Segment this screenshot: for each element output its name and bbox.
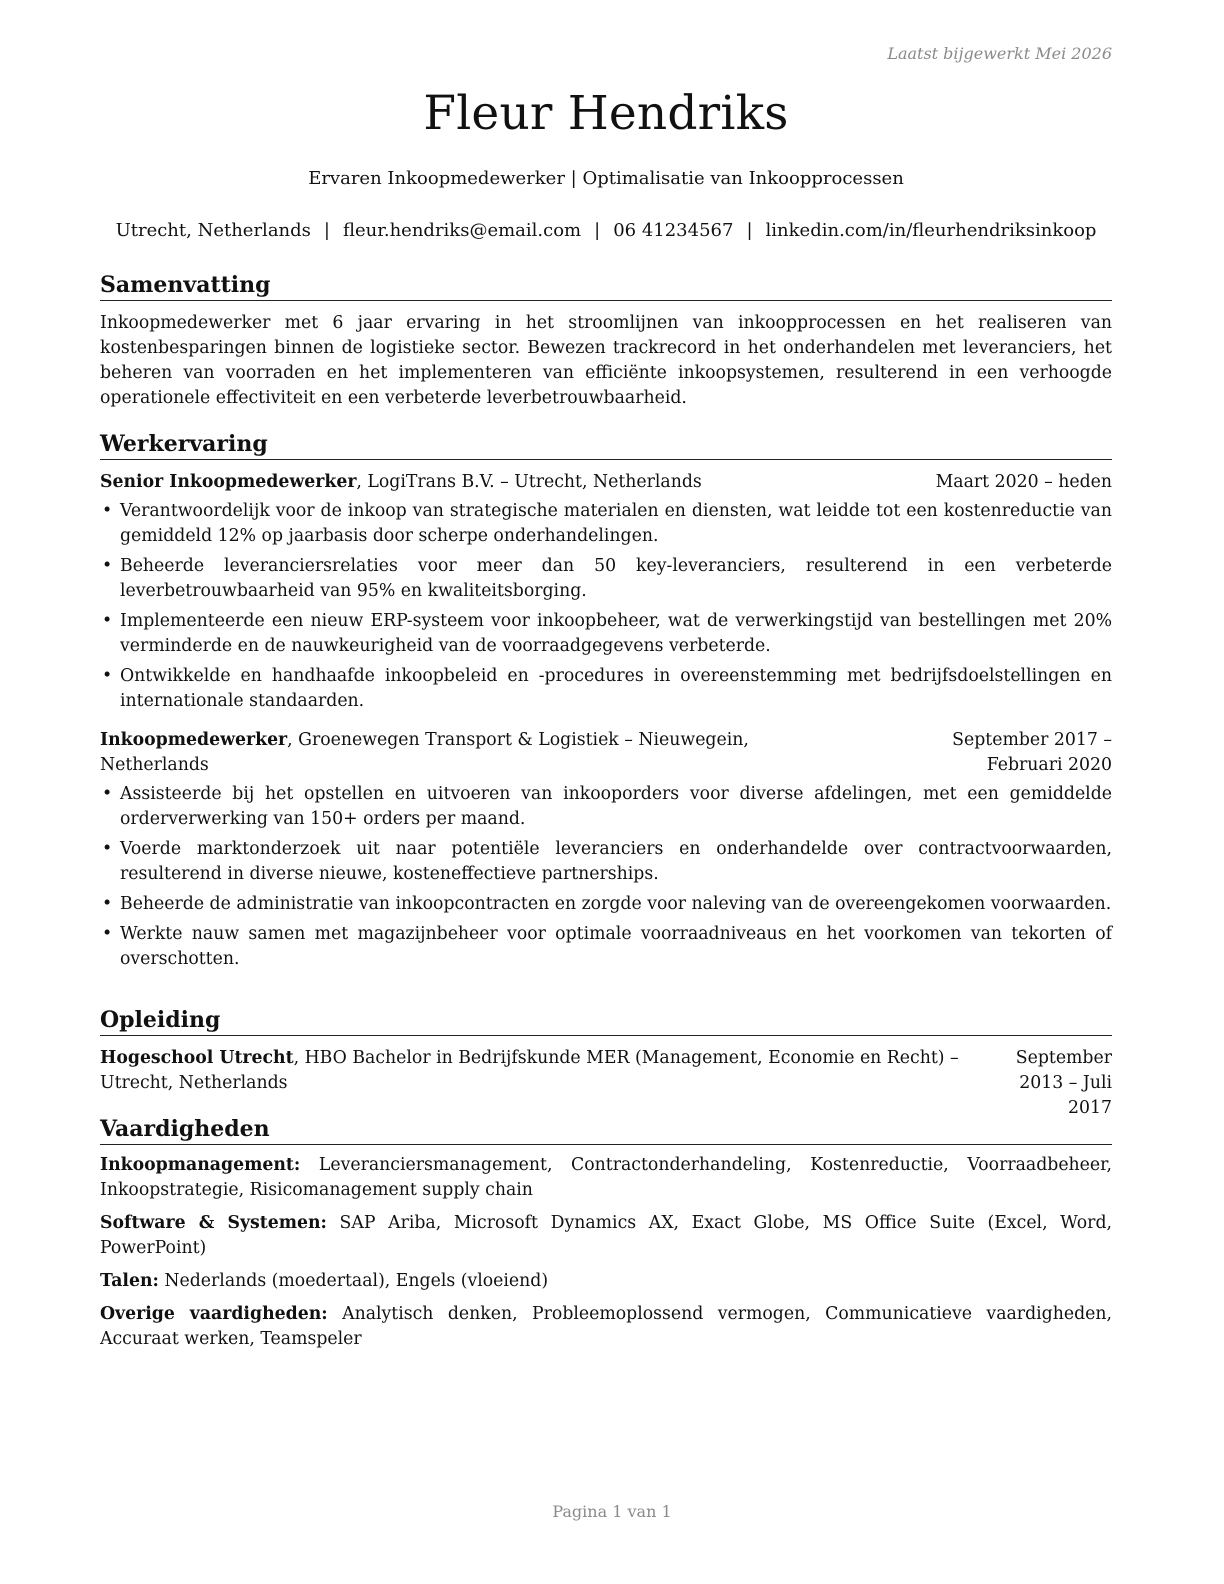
skill-line bbox=[100, 1153, 1112, 1203]
contact-separator: | bbox=[746, 220, 753, 241]
education-degree: , HBO Bachelor in Bedrijfskunde MER (Management, Economie en Recht) – Utrecht, Netherlands bbox=[100, 1048, 959, 1093]
skill-value: SAP Ariba, Microsoft Dynamics AX, Exact Globe, MS Office Suite (Excel, Word, PowerPoint) bbox=[100, 1213, 1112, 1258]
bullet-text: Assisteerde bij het opstellen en uitvoeren van inkooporders voor diverse afdelingen, met een gemiddelde orderverwerking van 150+ orders per maand. bbox=[120, 784, 1112, 829]
skill-line bbox=[100, 1211, 1112, 1261]
education-section bbox=[100, 1007, 1112, 1121]
bullet-icon: • bbox=[102, 611, 113, 631]
list-item bbox=[100, 837, 1112, 887]
last-updated-note: Laatst bijgewerkt Mei 2026 bbox=[887, 44, 1112, 63]
list-item bbox=[100, 922, 1112, 972]
job-entry bbox=[100, 728, 1112, 972]
list-item bbox=[100, 892, 1112, 917]
skill-value: Nederlands (moedertaal), Engels (vloeiend) bbox=[158, 1271, 549, 1291]
bullet-text: Beheerde de administratie van inkoopcontracten en zorgde voor naleving van de overeengekomen voorwaarden. bbox=[120, 894, 1112, 914]
bullet-text: Verantwoordelijk voor de inkoop van strategische materialen en diensten, wat leidde tot een kostenreductie van gemiddeld 12% op jaarbasis door scherpe onderhandelingen. bbox=[120, 501, 1112, 546]
bullet-icon: • bbox=[102, 556, 113, 576]
contact-separator: | bbox=[323, 220, 330, 241]
job-dates: September 2017 – Februari 2020 bbox=[952, 730, 1112, 775]
page-footer: Pagina 1 van 1 bbox=[552, 1502, 672, 1521]
skills-section bbox=[100, 1116, 1112, 1352]
education-school: Hogeschool Utrecht bbox=[100, 1048, 294, 1068]
bullet-icon: • bbox=[102, 924, 113, 944]
candidate-headline: Ervaren Inkoopmedewerker | Optimalisatie van Inkoopprocessen bbox=[308, 168, 904, 189]
section-title-education: Opleiding bbox=[100, 1007, 1112, 1036]
contact-line bbox=[100, 220, 1112, 241]
section-title-summary: Samenvatting bbox=[100, 272, 1112, 301]
job-entry bbox=[100, 470, 1112, 714]
job-role: Inkoopmedewerker bbox=[100, 730, 288, 750]
summary-text: Inkoopmedewerker met 6 jaar ervaring in het stroomlijnen van inkoopprocessen en het realiseren van kostenbesparingen binnen de logistieke sector. Bewezen trackrecord in het onderhandelen met leveranciers, het beheren van voorraden en het implementeren van efficiënte inkoopsystemen, resulterend in een verhoogde operationele effectiviteit en een verbeterde leverbetrouwbaarheid. bbox=[100, 313, 1112, 408]
contact-location: Utrecht, Netherlands bbox=[115, 220, 311, 241]
candidate-name: Fleur Hendriks bbox=[423, 86, 789, 141]
section-title-skills: Vaardigheden bbox=[100, 1116, 1112, 1145]
skill-value: Analytisch denken, Probleemoplossend vermogen, Communicatieve vaardigheden, Accuraat werken, Teamspeler bbox=[100, 1304, 1112, 1349]
skill-label: Software & Systemen: bbox=[100, 1213, 327, 1233]
job-company: , Groenewegen Transport & Logistiek – Nieuwegein, Netherlands bbox=[100, 730, 749, 775]
job-dates: Maart 2020 – heden bbox=[935, 472, 1112, 492]
skill-line bbox=[100, 1269, 1112, 1294]
job-bullets bbox=[100, 499, 1112, 714]
education-dates: September 2013 – Juli 2017 bbox=[1015, 1048, 1112, 1118]
list-item bbox=[100, 554, 1112, 604]
list-item bbox=[100, 609, 1112, 659]
section-title-experience: Werkervaring bbox=[100, 431, 1112, 460]
bullet-icon: • bbox=[102, 501, 113, 521]
skill-label: Talen: bbox=[100, 1271, 159, 1291]
bullet-text: Werkte nauw samen met magazijnbeheer voor optimale voorraadniveaus en het voorkomen van tekorten of overschotten. bbox=[120, 924, 1112, 969]
skill-line bbox=[100, 1302, 1112, 1352]
contact-email[interactable]: fleur.hendriks@email.com bbox=[342, 220, 582, 241]
job-bullets bbox=[100, 782, 1112, 972]
job-header bbox=[100, 470, 1112, 495]
bullet-text: Ontwikkelde en handhaafde inkoopbeleid en -procedures in overeenstemming met bedrijfsdoelstellingen en internationale standaarden. bbox=[120, 666, 1112, 711]
job-company: , LogiTrans B.V. – Utrecht, Netherlands bbox=[356, 472, 702, 492]
list-item bbox=[100, 664, 1112, 714]
skill-label: Overige vaardigheden: bbox=[100, 1304, 328, 1324]
contact-phone: 06 41234567 bbox=[613, 220, 734, 241]
job-title-line bbox=[100, 470, 936, 495]
job-role: Senior Inkoopmedewerker bbox=[100, 472, 357, 492]
list-item bbox=[100, 782, 1112, 832]
job-header bbox=[100, 728, 1112, 778]
bullet-icon: • bbox=[102, 666, 113, 686]
contact-linkedin[interactable]: linkedin.com/in/fleurhendriksinkoop bbox=[765, 220, 1097, 241]
skill-label: Inkoopmanagement: bbox=[100, 1155, 301, 1175]
education-entry bbox=[100, 1046, 1112, 1121]
summary-section bbox=[100, 272, 1112, 411]
bullet-icon: • bbox=[102, 894, 113, 914]
list-item bbox=[100, 499, 1112, 549]
bullet-icon: • bbox=[102, 839, 113, 859]
skill-value: Leveranciersmanagement, Contractonderhandeling, Kostenreductie, Voorraadbeheer, Inkoopstrategie, Risicomanagement supply chain bbox=[100, 1155, 1112, 1200]
bullet-text: Voerde marktonderzoek uit naar potentiële leveranciers en onderhandelde over contractvoorwaarden, resulterend in diverse nieuwe, kosteneffectieve partnerships. bbox=[120, 839, 1112, 884]
bullet-text: Implementeerde een nieuw ERP-systeem voor inkoopbeheer, wat de verwerkingstijd van bestellingen met 20% verminderde en de nauwkeurigheid van de voorraadgegevens verbeterde. bbox=[120, 611, 1112, 656]
bullet-icon: • bbox=[102, 784, 113, 804]
contact-separator: | bbox=[594, 220, 601, 241]
experience-section bbox=[100, 431, 1112, 977]
education-title-line bbox=[100, 1046, 982, 1121]
bullet-text: Beheerde leveranciersrelaties voor meer dan 50 key-leveranciers, resulterend in een verbeterde leverbetrouwbaarheid van 95% en kwaliteitsborging. bbox=[120, 556, 1112, 601]
job-title-line bbox=[100, 728, 876, 778]
